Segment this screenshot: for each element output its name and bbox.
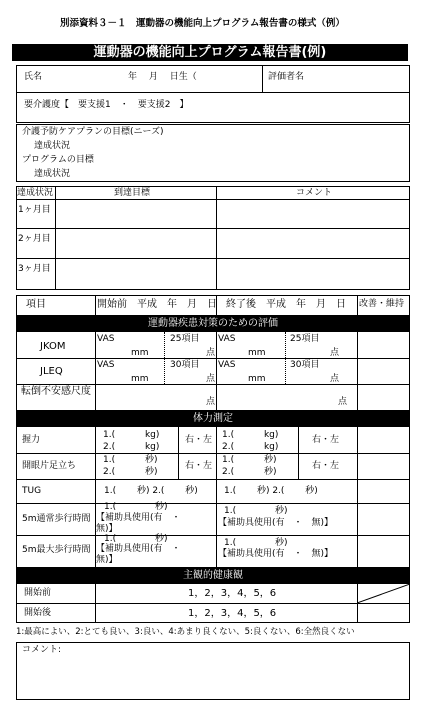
progress-row-1: 1ヶ月目 (18, 205, 51, 215)
section-physical: 体力測定 (16, 410, 410, 427)
grip-before-1: 1.( kg) (103, 430, 160, 440)
walk-max-label: 5m最大歩行時間 (22, 545, 91, 555)
jleq-after-mm: mm (248, 374, 266, 384)
grip-label: 握力 (22, 435, 41, 445)
eval-col-item: 項目 (26, 299, 46, 310)
careplan-status-label: 達成状況 (34, 141, 71, 151)
jkom-before-pt: 点 (206, 348, 216, 358)
jkom-before-vas: VAS (97, 334, 115, 344)
eval-col-after: 終了後 平成 年 月 日 (226, 299, 346, 310)
tug-label: TUG (22, 486, 42, 496)
comment-label: コメント: (22, 645, 62, 655)
jleq-before-mm: mm (131, 374, 149, 384)
walk-max-before-2: 【補助具使用(有 ・ (96, 544, 181, 554)
walk-normal-label: 5m通常歩行時間 (22, 514, 91, 524)
walk-normal-after-2: 【補助具使用(有 ・ 無)】 (218, 518, 334, 528)
stand-before-2: 2.( 秒) (103, 467, 158, 477)
section-subjective-health: 主観的健康観 (16, 567, 410, 584)
name-label: 氏名 (24, 72, 43, 82)
jleq-before-vas: VAS (97, 360, 115, 370)
eval-col-before: 開始前 平成 年 月 日 (97, 299, 217, 310)
scale-legend: 1:最高によい、2:とても良い、3:良い、4:あまり良くない、5:良くない、6:全然良くない (16, 627, 355, 637)
health-after-scale: 1，2，3，4，5，6 (188, 608, 277, 619)
jkom-label: JKOM (40, 341, 66, 352)
jkom-before-mm: mm (131, 348, 149, 358)
section-musculoskeletal: 運動器疾患対策のための評価 (16, 315, 410, 332)
document-title: 運動器の機能向上プログラム報告書(例) (12, 44, 408, 61)
jkom-after-mm: mm (248, 348, 266, 358)
health-after-label: 開始後 (24, 608, 52, 618)
jleq-after-pt: 点 (330, 374, 340, 384)
walk-normal-after-1: 1.( 秒) (224, 506, 288, 516)
one-leg-stand-label: 開眼片足立ち (22, 461, 77, 471)
jleq-after-items: 30項目 (290, 360, 320, 370)
walk-normal-before-3: 無)】 (96, 524, 118, 534)
grip-after-side: 右・左 (312, 435, 340, 445)
jleq-after-vas: VAS (218, 360, 236, 370)
top-caption: 別添資料３－１ 運動器の機能向上プログラム報告書の様式（例） (60, 18, 345, 29)
jkom-after-vas: VAS (218, 334, 236, 344)
stand-before-side: 右・左 (185, 461, 213, 471)
progress-col-status: 達成状況 (17, 188, 54, 198)
walk-normal-before-1: 1.( 秒) (104, 502, 168, 512)
walk-max-before-3: 無)】 (96, 555, 118, 565)
tug-after: 1.( 秒) 2.( 秒) (224, 486, 318, 496)
jkom-after-pt: 点 (330, 348, 340, 358)
walk-max-after-1: 1.( 秒) (224, 538, 288, 548)
grip-after-1: 1.( kg) (222, 430, 279, 440)
jleq-label: JLEQ (40, 366, 63, 377)
progress-col-comment: コメント (296, 188, 333, 198)
fall-after-pt: 点 (338, 397, 348, 407)
progress-row-3: 3ヶ月目 (18, 264, 51, 274)
jleq-before-pt: 点 (206, 374, 216, 384)
walk-normal-before-2: 【補助具使用(有 ・ (96, 513, 181, 523)
jleq-before-items: 30項目 (170, 360, 200, 370)
jkom-after-items: 25項目 (290, 334, 320, 344)
fall-before-pt: 点 (206, 397, 216, 407)
health-before-scale: 1，2，3，4，5，6 (188, 588, 277, 599)
jkom-before-items: 25項目 (170, 334, 200, 344)
eval-col-improve: 改善・維持 (359, 299, 405, 309)
careplan-goal-label: 介護予防ケアプランの目標(ニーズ) (22, 127, 164, 137)
health-before-label: 開始前 (24, 588, 52, 598)
stand-after-side: 右・左 (312, 461, 340, 471)
grip-before-2: 2.( kg) (103, 442, 160, 452)
comment-box[interactable] (16, 642, 410, 700)
stand-before-1: 1.( 秒) (103, 455, 158, 465)
program-status-label: 達成状況 (34, 169, 71, 179)
tug-before: 1.( 秒) 2.( 秒) (104, 486, 198, 496)
grip-before-side: 右・左 (185, 435, 213, 445)
progress-row-2: 2ヶ月目 (18, 234, 51, 244)
grip-after-2: 2.( kg) (222, 442, 279, 452)
progress-col-target: 到達目標 (114, 188, 151, 198)
care-level: 要介護度【 要支援1 ・ 要支援2 】 (24, 100, 189, 110)
fall-anxiety-label: 転倒不安感尺度 (21, 386, 91, 397)
diagonal-strike (357, 584, 410, 603)
stand-after-2: 2.( 秒) (222, 467, 277, 477)
evaluator-label: 評価者名 (268, 72, 305, 82)
walk-max-before-1: 1.( 秒) (104, 534, 168, 544)
progress-table (16, 186, 410, 290)
program-goal-label: プログラムの目標 (22, 155, 94, 165)
dob-label: 年 月 日生（ (128, 72, 197, 82)
walk-max-after-2: 【補助具使用(有 ・ 無)】 (218, 549, 334, 559)
stand-after-1: 1.( 秒) (222, 455, 277, 465)
header-box (16, 65, 410, 123)
